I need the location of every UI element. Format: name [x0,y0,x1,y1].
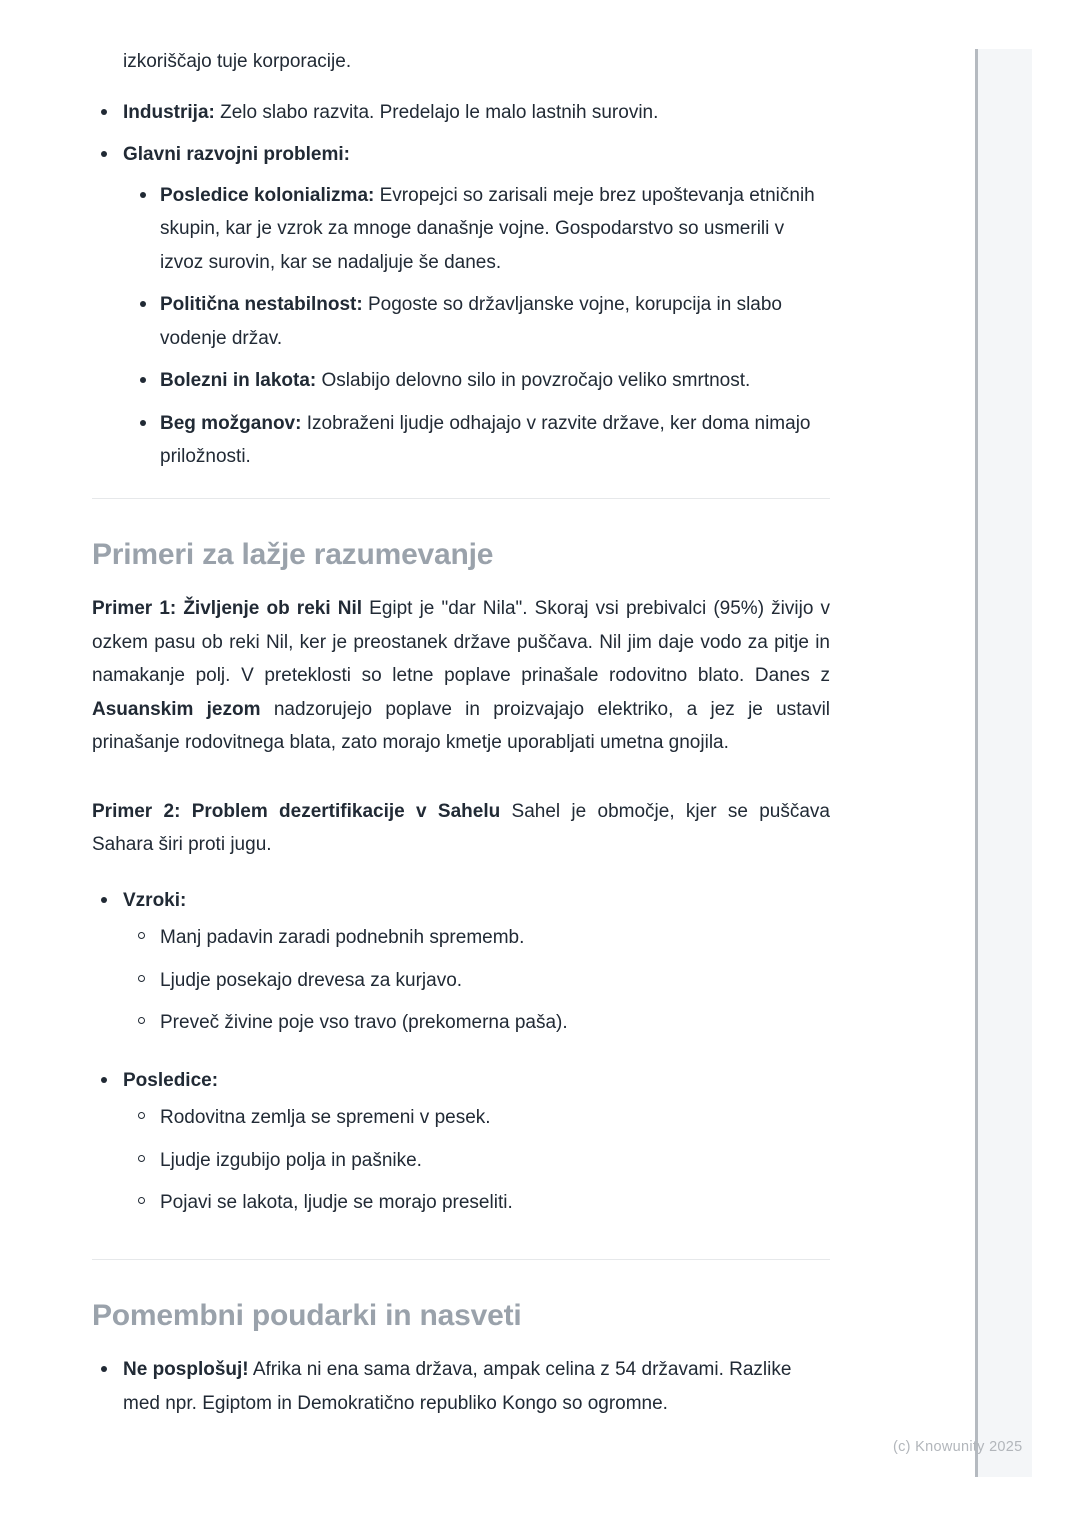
bullet-dot-icon [140,420,146,426]
list-item [123,1144,830,1178]
item-text: Ljudje izgubijo polja in pašnike. [160,1149,422,1171]
bullet-dot-icon [101,897,107,903]
list-item [92,1064,830,1235]
bullet-dot-icon [101,109,107,115]
bullet-dot-icon [140,301,146,307]
item-label: Ne posplošuj! [123,1359,249,1380]
list-item [92,96,830,130]
bullet-dot-icon [101,1366,107,1372]
primer-1-text-tail: nadzorujejo poplave in proizvajajo elektriko, a jez je ustavil prinašanje rodovitnega blata, zato morajo kmetje uporabljati umetna gnojila. [92,698,831,753]
item-text: Zelo slabo razvita. Predelajo le malo lastnih surovin. [220,101,659,123]
list-item [123,407,830,474]
item-label: Posledice kolonializma: [160,184,375,206]
primer-1-text: Egipt je "dar Nila". Skoraj vsi prebivalci (95%) živijo v ozkem pasu ob reki Nil, ker je preostanek države puščava. Nil jim daje vodo za pitje in namakanje polj. V preteklosti so letne poplave prinašale rodovitno blato. Danes z [92,598,830,686]
item-label: Industrija: [123,101,215,123]
bullet-circle-icon [138,1112,145,1119]
bullet-circle-icon [138,975,145,982]
item-label: Politična nestabilnost: [160,294,363,315]
bullet-dot-icon [101,1077,107,1083]
item-label: Posledice: [123,1069,219,1091]
item-label: Vzroki: [123,889,187,911]
item-text: Evropejci so zarisali meje brez upoštevanja etničnih skupin, kar je vzrok za mnoge današnje vojne. Gospodarstvo so usmerili v izvoz surovin, kar se nadaljuje še danes. [160,184,815,273]
section-divider [92,498,830,499]
section-heading-primeri: Primeri za lažje razumevanje [92,537,494,571]
sahel-bullet-list [92,884,830,1235]
item-text: Pogoste so državljanske vojne, korupcija in slabo vodenje držav. [160,294,782,349]
vzroki-sub-list [123,921,830,1055]
list-item [123,964,830,998]
item-text: Ljudje posekajo drevesa za kurjavo. [160,969,463,991]
primer-2-text: Sahel je območje, kjer se puščava Sahara širi proti jugu. [92,800,830,855]
bullet-dot-icon [140,192,146,198]
item-text: Pojavi se lakota, ljudje se morajo preseliti. [160,1192,513,1213]
item-text: Afrika ni ena sama država, ampak celina z 54 državami. Razlike med npr. Egiptom in Demokratično republiko Kongo so ogromne. [123,1359,792,1414]
primer-2-lead: Primer 2: Problem dezertifikacije v Sahelu [92,800,501,822]
item-text: Oslabijo delovno silo in povzročajo veliko smrtnost. [321,370,751,391]
bullet-circle-icon [138,1017,145,1024]
list-item [123,1006,830,1040]
primer-1-bold-term: Asuanskim jezom [92,698,261,720]
item-label: Glavni razvojni problemi: [123,144,350,165]
bullet-circle-icon [138,932,145,939]
list-item [123,364,830,398]
item-text: Izobraženi ljudje odhajajo v razvite države, ker doma nimajo priložnosti. [160,412,811,467]
item-label: Beg možganov: [160,412,302,434]
scrollbar-track[interactable] [975,49,1032,1477]
bullet-dot-icon [140,377,146,383]
top-bullet-list [92,96,830,474]
bullet-dot-icon [101,151,107,157]
section-heading-poudarki: Pomembni poudarki in nasveti [92,1298,522,1332]
list-item [123,179,830,280]
list-item [123,1101,830,1135]
bullet-circle-icon [138,1155,145,1162]
list-item [123,921,830,955]
list-item [123,288,830,355]
item-text: Preveč živine poje vso travo (prekomerna paša). [160,1012,568,1033]
item-label: Bolezni in lakota: [160,370,317,391]
continuation-text: izkoriščajo tuje korporacije. [123,51,352,72]
primer-1-lead: Primer 1: Življenje ob reki Nil [92,598,363,619]
section-divider [92,1259,830,1260]
poudarki-bullet-list [92,1353,830,1420]
list-item [92,138,830,474]
list-item [92,1353,830,1420]
item-text: Rodovitna zemlja se spremeni v pesek. [160,1107,491,1128]
paragraph-primer-1 [92,592,830,760]
posledice-sub-list [123,1101,830,1235]
watermark-text: (c) Knowunity 2025 [893,1439,1023,1455]
sub-bullet-list [123,179,830,474]
bullet-circle-icon [138,1197,145,1204]
paragraph-primer-2 [92,795,830,862]
list-item [92,884,830,1055]
notes-content [92,0,830,1429]
item-text: Manj padavin zaradi podnebnih sprememb. [160,927,525,948]
list-item [123,1186,830,1220]
